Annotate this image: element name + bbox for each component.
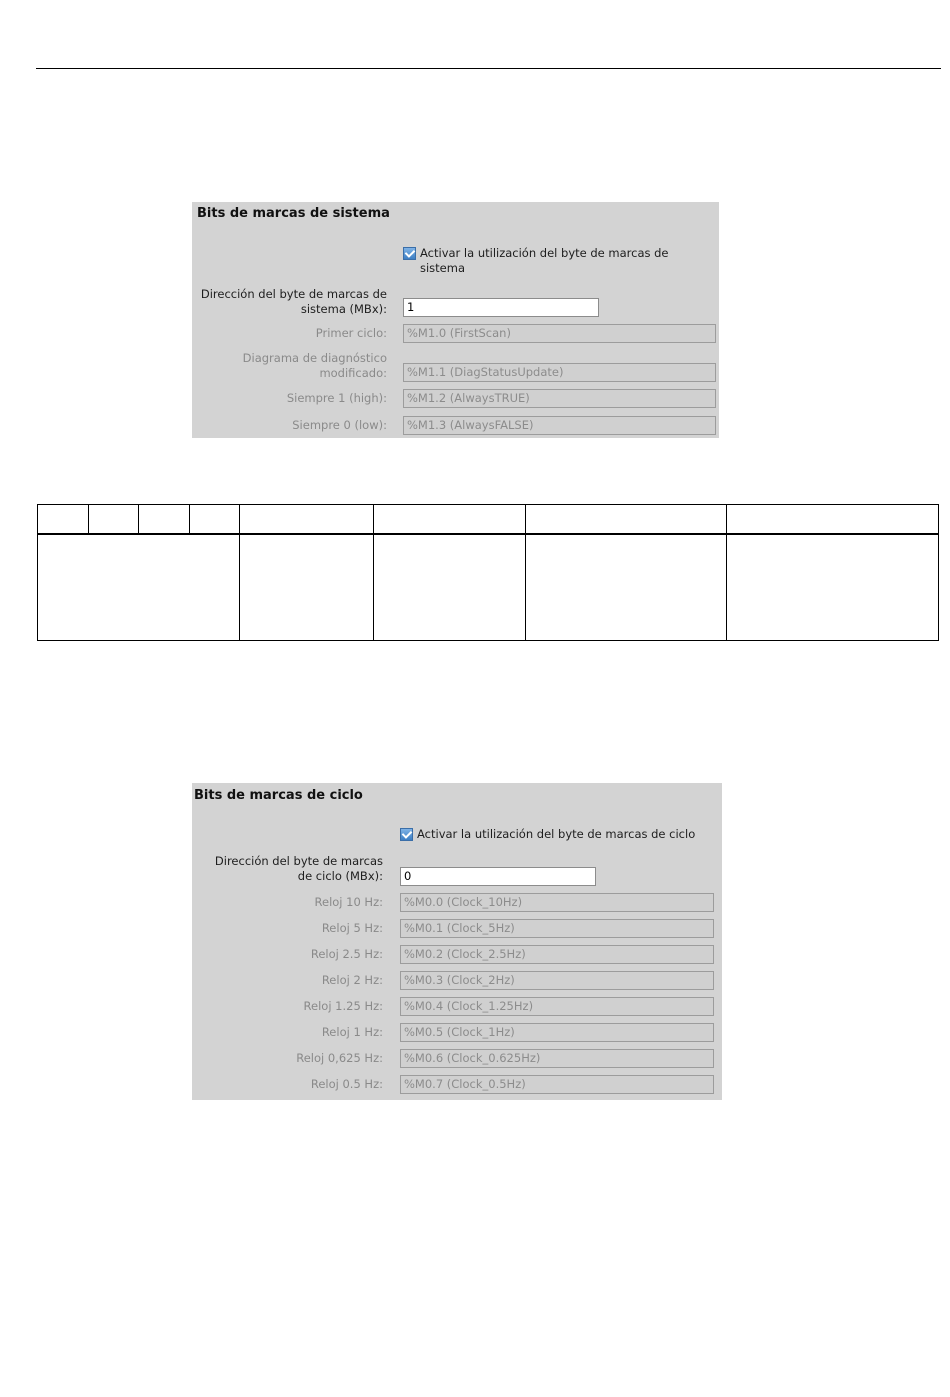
- table-cell: [38, 534, 240, 641]
- clock-bit-label: Reloj 0,625 Hz:: [296, 1051, 383, 1065]
- table-header-cell: [190, 505, 240, 535]
- table-header-cell: [38, 505, 89, 535]
- system-bit-value: %M1.2 (AlwaysTRUE): [403, 389, 716, 408]
- clock-panel-title: Bits de marcas de ciclo: [194, 788, 363, 803]
- system-bit-label: Siempre 1 (high):: [286, 391, 387, 405]
- system-enable-checkbox[interactable]: [403, 247, 416, 260]
- system-enable-label: Activar la utilización del byte de marcas de sistema: [420, 246, 669, 275]
- clock-memory-panel: [192, 783, 722, 1100]
- clock-address-label: Dirección del byte de marcas de ciclo (MBx):: [214, 854, 383, 883]
- clock-address-input[interactable]: 0: [400, 867, 596, 886]
- table-header-cell: [727, 505, 939, 535]
- clock-bit-value: %M0.5 (Clock_1Hz): [400, 1023, 714, 1042]
- clock-bit-label: Reloj 10 Hz:: [314, 895, 383, 909]
- empty-table: [37, 504, 939, 641]
- system-bit-label: Diagrama de diagnóstico modificado:: [242, 351, 387, 380]
- clock-enable-checkbox[interactable]: [400, 828, 413, 841]
- table-header-cell: [240, 505, 374, 535]
- system-panel-title: Bits de marcas de sistema: [197, 206, 390, 221]
- clock-bit-value: %M0.1 (Clock_5Hz): [400, 919, 714, 938]
- table-header-cell: [526, 505, 727, 535]
- table-row: [38, 534, 939, 641]
- table-header-row: [38, 505, 939, 535]
- clock-enable-row[interactable]: [400, 827, 720, 842]
- clock-bit-value: %M0.4 (Clock_1.25Hz): [400, 997, 714, 1016]
- table-header-cell: [374, 505, 526, 535]
- system-bit-label: Primer ciclo:: [315, 326, 387, 340]
- system-bit-value: %M1.1 (DiagStatusUpdate): [403, 363, 716, 382]
- clock-bit-label: Reloj 0.5 Hz:: [310, 1077, 383, 1091]
- clock-bit-value: %M0.7 (Clock_0.5Hz): [400, 1075, 714, 1094]
- system-memory-panel: [192, 202, 719, 438]
- clock-enable-label: Activar la utilización del byte de marcas de ciclo: [417, 827, 696, 841]
- table-header-cell: [139, 505, 190, 535]
- clock-bit-value: %M0.0 (Clock_10Hz): [400, 893, 714, 912]
- table-cell: [727, 534, 939, 641]
- system-address-label: Dirección del byte de marcas de sistema (MBx):: [200, 287, 387, 316]
- header-rule: [36, 68, 941, 69]
- table-header-cell: [89, 505, 139, 535]
- system-address-input[interactable]: 1: [403, 298, 599, 317]
- table-cell: [374, 534, 526, 641]
- clock-bit-label: Reloj 5 Hz:: [321, 921, 383, 935]
- clock-bit-value: %M0.6 (Clock_0.625Hz): [400, 1049, 714, 1068]
- system-enable-row[interactable]: [403, 246, 703, 276]
- table-cell: [240, 534, 374, 641]
- system-bit-value: %M1.0 (FirstScan): [403, 324, 716, 343]
- clock-bit-label: Reloj 1.25 Hz:: [303, 999, 383, 1013]
- table-cell: [526, 534, 727, 641]
- clock-bit-value: %M0.3 (Clock_2Hz): [400, 971, 714, 990]
- system-bit-label: Siempre 0 (low):: [292, 418, 387, 432]
- clock-bit-label: Reloj 2.5 Hz:: [310, 947, 383, 961]
- clock-bit-value: %M0.2 (Clock_2.5Hz): [400, 945, 714, 964]
- clock-bit-label: Reloj 1 Hz:: [321, 1025, 383, 1039]
- system-bit-value: %M1.3 (AlwaysFALSE): [403, 416, 716, 435]
- clock-bit-label: Reloj 2 Hz:: [321, 973, 383, 987]
